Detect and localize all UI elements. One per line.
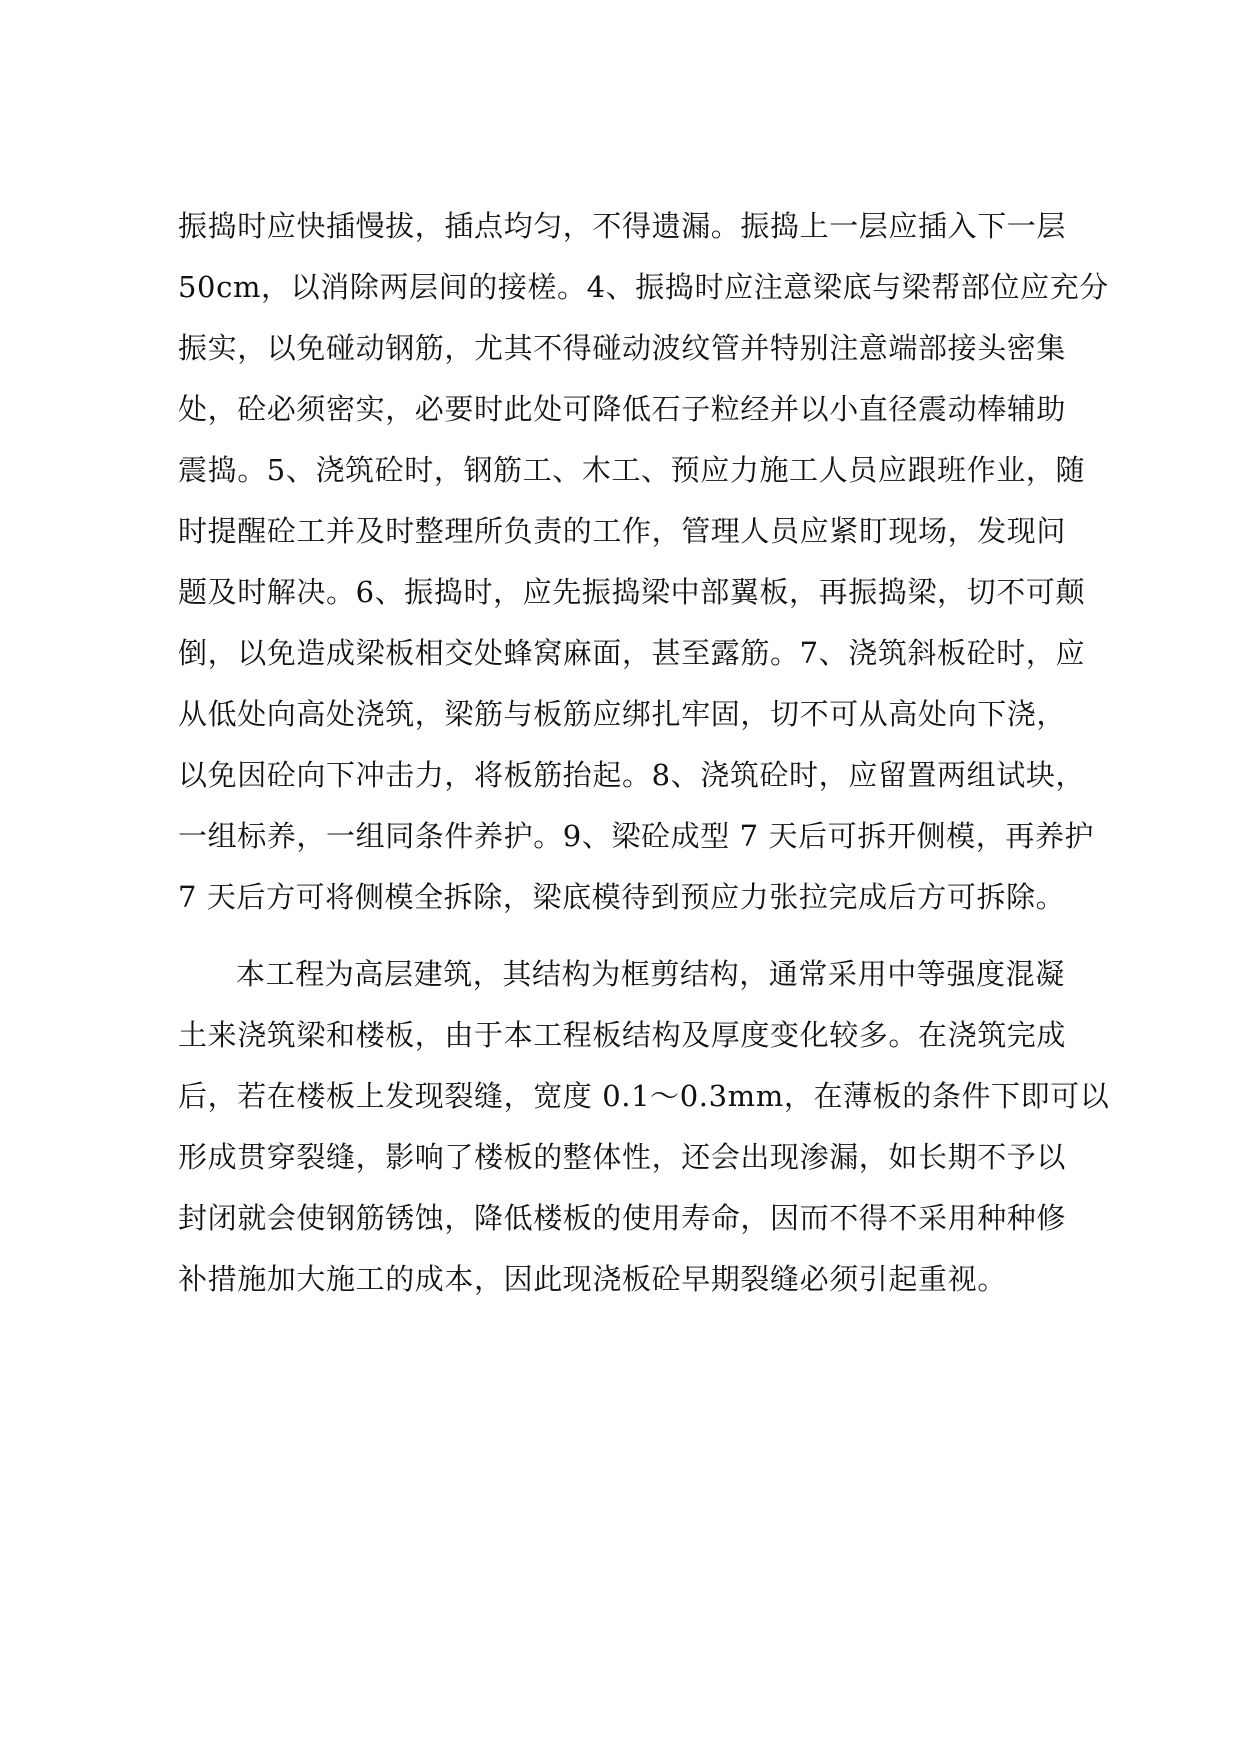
text-line: 以免因砼向下冲击力，将板筋抬起。8、浇筑砼时，应留置两组试块，	[178, 758, 1086, 792]
text-line: 一组标养，一组同条件养护。9、梁砼成型 7 天后可拆开侧模，再养护	[178, 819, 1095, 853]
text-line: 封闭就会使钢筋锈蚀，降低楼板的使用寿命，因而不得不采用种种修	[178, 1201, 1067, 1235]
text-line: 后，若在楼板上发现裂缝，宽度 0.1～0.3mm，在薄板的条件下即可以	[178, 1079, 1110, 1113]
text-line: 50cm，以消除两层间的接槎。4、振捣时应注意梁底与梁帮部位应充分	[178, 270, 1109, 304]
paragraph-2	[178, 944, 1110, 1310]
text-line: 时提醒砼工并及时整理所负责的工作，管理人员应紧盯现场，发现问	[178, 514, 1067, 548]
text-line: 处，砼必须密实，必要时此处可降低石子粒经并以小直径震动棒辅助	[178, 392, 1067, 426]
text-line: 振捣时应快插慢拔，插点均匀，不得遗漏。振捣上一层应插入下一层	[178, 209, 1067, 243]
paragraph-spacer	[178, 928, 1068, 944]
text-line: 土来浇筑梁和楼板，由于本工程板结构及厚度变化较多。在浇筑完成	[178, 1018, 1067, 1052]
text-line: 形成贯穿裂缝，影响了楼板的整体性，还会出现渗漏，如长期不予以	[178, 1140, 1067, 1174]
text-line: 倒，以免造成梁板相交处蜂窝麻面，甚至露筋。7、浇筑斜板砼时，应	[178, 636, 1086, 670]
text-line: 题及时解决。6、振捣时，应先振捣梁中部翼板，再振捣梁，切不可颠	[178, 575, 1086, 609]
text-line: 补措施加大施工的成本，因此现浇板砼早期裂缝必须引起重视。	[178, 1262, 1007, 1296]
text-line: 7 天后方可将侧模全拆除，梁底模待到预应力张拉完成后方可拆除。	[178, 880, 1066, 914]
paragraph-1	[178, 196, 1109, 928]
body-text	[178, 196, 1110, 1310]
text-line: 振实，以免碰动钢筋，尤其不得碰动波纹管并特别注意端部接头密集	[178, 331, 1067, 365]
text-line: 震捣。5、浇筑砼时，钢筋工、木工、预应力施工人员应跟班作业，随	[178, 453, 1086, 487]
text-line: 本工程为高层建筑，其结构为框剪结构，通常采用中等强度混凝	[236, 957, 1065, 991]
text-line: 从低处向高处浇筑，梁筋与板筋应绑扎牢固，切不可从高处向下浇，	[178, 697, 1067, 731]
